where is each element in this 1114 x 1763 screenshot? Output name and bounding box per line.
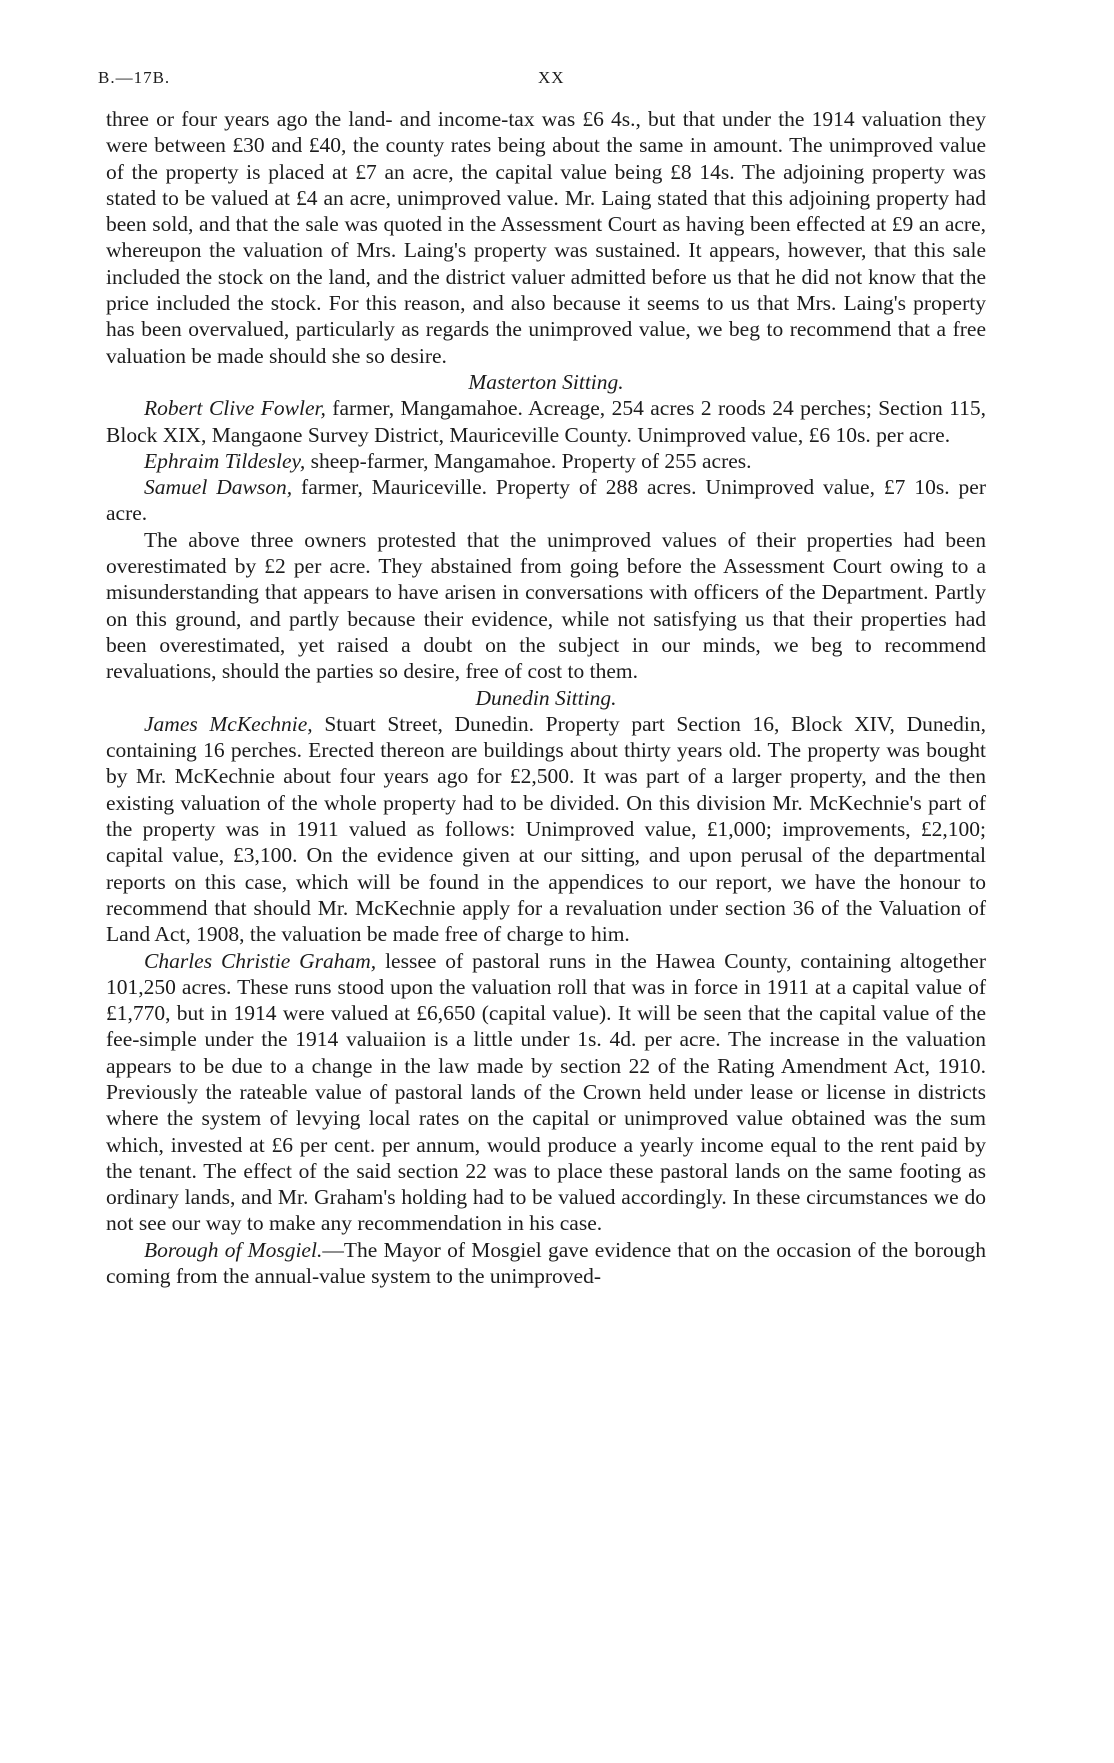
paragraph-dawson (106, 474, 986, 527)
paragraph-fowler (106, 395, 986, 448)
paragraph-mosgiel-text: —The Mayor of Mosgiel gave evidence that on the occasion of the borough coming from the annual-value system to the unimproved- (106, 1237, 986, 1289)
person-name-tildesley: Ephraim Tildesley, (144, 448, 306, 473)
section-heading-dunedin: Dunedin Sitting. (475, 685, 617, 710)
paragraph-mosgiel (106, 1237, 986, 1290)
paragraph-mckechnie-text: Stuart Street, Dunedin. Property part Section 16, Block XIV, Dunedin, containing 16 perches. Erected thereon are buildings about thirty years old. The property was bought by Mr. McKechnie about four years ago for £2,500. It was part of a larger property, and the then existing valuation of the whole property had to be divided. On this division Mr. McKechnie's part of the property was in 1911 valued as follows: Unimproved value, £1,000; improvements, £2,100; capital value, £3,100. On the evidence given at our sitting, and upon perusal of the departmental reports on this case, which will be found in the appendices to our report, we have the honour to recommend that should Mr. McKechnie apply for a revaluation under section 36 of the Valuation of Land Act, 1908, the valuation be made free of charge to him. (106, 711, 986, 947)
paragraph-laing-continued: three or four years ago the land- and income-tax was £6 4s., but that under the 1914 valuation they were between £30 and £40, the county rates being about the same in amount. The unimproved value of the property is placed at £7 an acre, the capital value being £8 14s. The adjoining property was stated to be valued at £4 an acre, unimproved value. Mr. Laing stated that this adjoining property had been sold, and that the sale was quoted in the Assessment Court as having been effected at £9 an acre, whereupon the valuation of Mrs. Laing's property was sustained. It appears, however, that this sale included the stock on the land, and the district valuer admitted before us that he did not know that the price included the stock. For this reason, and also because it seems to us that Mrs. Laing's property has been overvalued, particularly as regards the unimproved value, we beg to recommend that a free valuation be made should she so desire. (106, 107, 986, 368)
section-heading-masterton: Masterton Sitting. (468, 369, 624, 394)
paragraph-graham-text: lessee of pastoral runs in the Hawea County, containing altogether 101,250 acres. These runs stood upon the valuation roll that was in force in 1911 at a capital value of £1,770, but in 1914 were valued at £6,650 (capital value). It will be seen that the capital value of the fee-simple under the 1914 valuaiion is a little under 1s. 4d. per acre. The increase in the valuation appears to be due to a change in the law made by section 22 of the Rating Amendment Act, 1910. Previously the rateable value of pastoral lands of the Crown held under lease or license in districts where the system of levying local rates on the capital or unimproved value obtained was the sum which, invested at £6 per cent. per annum, would produce a yearly income equal to the rent paid by the tenant. The effect of the said section 22 was to place these pastoral lands on the same footing as ordinary lands, and Mr. Graham's holding had to be valued accordingly. In these circumstances we do not see our way to make any recommendation in his case. (106, 948, 986, 1236)
person-name-graham: Charles Christie Graham, (144, 948, 377, 973)
page-number: XX (538, 68, 565, 87)
paragraph-dawson-text: farmer, Mauriceville. Property of 288 acres. Unimproved value, £7 10s. per acre. (106, 475, 986, 526)
person-name-fowler: Robert Clive Fowler, (144, 396, 326, 421)
page-header (98, 68, 988, 92)
paragraph-tildesley (106, 448, 986, 474)
paragraph-fowler-text: farmer, Mangamahoe. Acreage, 254 acres 2 roods 24 perches; Section 115, Block XIX, Mangaone Survey District, Mauriceville County. Unimproved value, £6 10s. per acre. (106, 396, 986, 447)
paragraph-tildesley-text: sheep-farmer, Mangamahoe. Property of 255 acres. (305, 448, 752, 473)
paragraph-mckechnie (106, 711, 986, 948)
body-name-mosgiel: Borough of Mosgiel. (144, 1237, 323, 1262)
paragraph-three-owners: The above three owners protested that the unimproved values of their properties had been overestimated by £2 per acre. They abstained from going before the Assessment Court owing to a misunderstanding that appears to have arisen in conversations with officers of the Department. Partly on this ground, and partly because their evidence, while not satisfying us that their properties had been overestimated, yet raised a doubt on the subject in our minds, we beg to recommend revaluations, should the parties so desire, free of cost to them. (106, 527, 986, 684)
person-name-mckechnie: James McKechnie, (144, 711, 313, 736)
document-reference: B.—17B. (98, 68, 171, 87)
person-name-dawson: Samuel Dawson, (144, 475, 293, 500)
paragraph-graham (106, 948, 986, 1237)
body-text (106, 106, 986, 1289)
